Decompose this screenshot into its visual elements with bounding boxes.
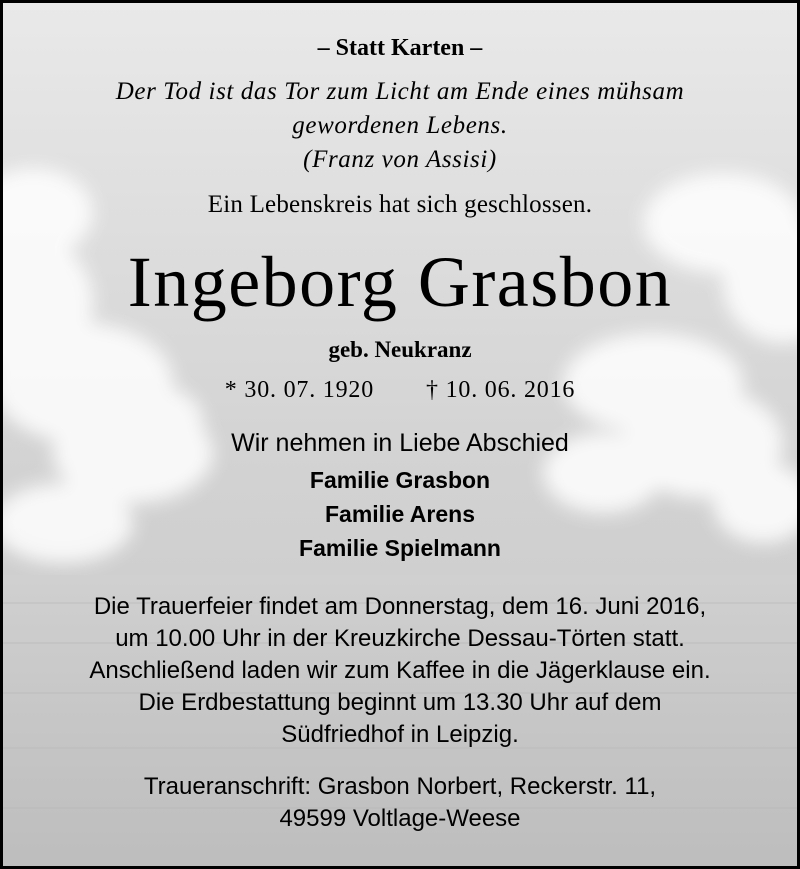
ceremony-line: Die Trauerfeier findet am Donnerstag, dem 16. Juni 2016,	[93, 593, 707, 620]
birth-date: * 30. 07. 1920	[224, 377, 374, 403]
ceremony-line: Südfriedhof in Leipzig.	[281, 721, 519, 748]
quote-line: gewordenen Lebens.	[292, 112, 508, 139]
circle-of-life-line: Ein Lebenskreis hat sich geschlossen.	[207, 191, 593, 218]
life-dates	[3, 377, 797, 404]
family-name: Familie Grasbon	[309, 467, 491, 493]
ceremony-line: Die Erdbestattung beginnt um 13.30 Uhr auf dem	[138, 689, 662, 716]
farewell-line: Wir nehmen in Liebe Abschied	[231, 429, 569, 457]
family-name: Familie Spielmann	[299, 535, 501, 561]
ceremony-line: Anschließend laden wir zum Kaffee in die Jägerklause ein.	[89, 657, 711, 684]
ceremony-details	[3, 591, 797, 751]
family-name: Familie Arens	[325, 501, 475, 527]
quote-line: Der Tod ist das Tor zum Licht am Ende eines mühsam	[115, 78, 685, 105]
family-list	[3, 463, 797, 565]
quote-block	[3, 75, 797, 177]
quote-attribution: (Franz von Assisi)	[303, 146, 497, 173]
address-line: 49599 Voltlage-Weese	[279, 805, 521, 832]
death-date: † 10. 06. 2016	[426, 377, 576, 403]
maiden-name: geb. Neukranz	[328, 337, 472, 362]
notice-heading: – Statt Karten –	[317, 35, 483, 61]
mourning-address	[3, 771, 797, 835]
ceremony-line: um 10.00 Uhr in der Kreuzkirche Dessau-Törten statt.	[115, 625, 685, 652]
deceased-name: Ingeborg Grasbon	[127, 242, 673, 322]
address-line: Traueranschrift: Grasbon Norbert, Reckerstr. 11,	[143, 773, 657, 800]
